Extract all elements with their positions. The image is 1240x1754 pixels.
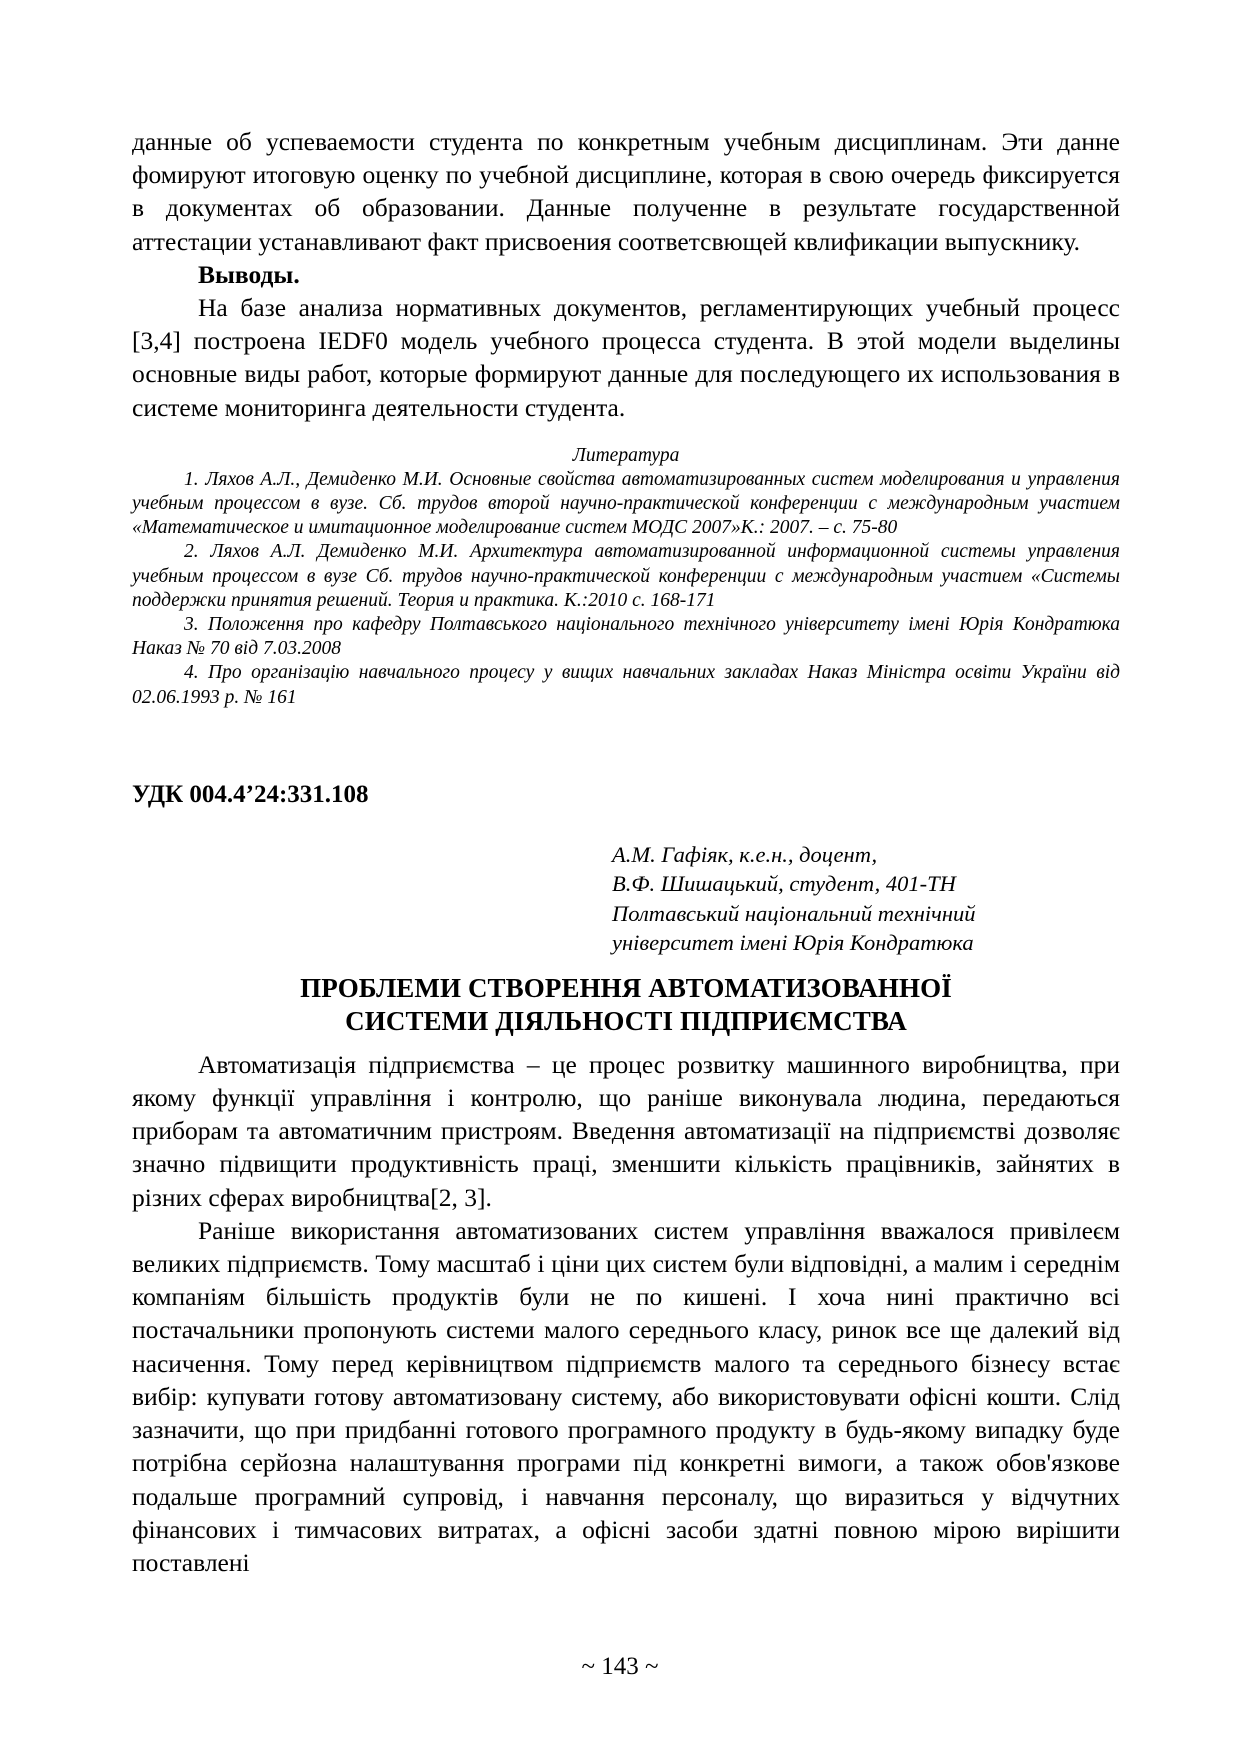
article-paragraph-1: Автоматизація підприємства – це процес розвитку машинного виробництва, при якому функції управління і контролю, що раніше виконувала людина, передаються приборам та автоматичним пристроям. Введення автоматизації на підприємстві дозволяє значно підвищити продуктивність праці, зменшити кількість працівників, зайнятих в різних сферах виробництва[2, 3].	[132, 1049, 1120, 1212]
conclusions-heading: Выводы.	[198, 259, 300, 289]
conclusions-paragraph: На базе анализа нормативных документов, регламентирующих учебный процесс [3,4] построена IEDF0 модель учебного процесса студента. В этой модели выделины основные виды работ, которые формируют данные для последующего их использования в системе мониторинга деятельности студента.	[132, 293, 1120, 422]
references-heading: Литература	[572, 444, 680, 466]
affiliation-line-1: Полтавський національний технічний	[612, 900, 976, 926]
article-paragraph-2: Раніше використання автоматизованих систем управління вважалося привілеєм великих підприємств. Тому масштаб і ціни цих систем були відповідні, а малим і середнім компаніям більшість продуктів були не по кишені. І хоча нині практично всі постачальники пропонують системи малого середнього класу, ринок все ще далекий від насичення. Тому перед керівництвом підприємств малого та середнього бізнесу встає вибір: купувати готову автоматизовану систему, або використовувати офісні кошти. Слід зазначити, що при придбанні готового програмного продукту в будь-якому випадку буде потрібна серйозна налаштування програми під конкретні вимоги, а також обов'язкове подальше програмний супровід, і навчання персоналу, що виразиться у відчутних фінансових і тимчасових витратах, а офісні засоби здатні повною мірою вирішити поставлені	[132, 1215, 1120, 1577]
article-title-line-1: ПРОБЛЕМИ СТВОРЕННЯ АВТОМАТИЗОВАННОЇ	[300, 972, 952, 1003]
reference-item-1: 1. Ляхов А.Л., Демиденко М.И. Основные свойства автоматизированных систем моделирования и управления учебным процессом в вузе. Сб. трудов второй научно-практической конференции с международным участием «Математическое и имитационное моделирование систем МОДС 2007»К.: 2007. – с. 75-80	[132, 468, 1120, 539]
previous-article-closing-paragraph: данные об успеваемости студента по конкретным учебным дисциплинам. Эти данне фомируют итоговую оценку по учебной дисциплине, которая в свою очередь фиксируется в документах об образовании. Данные полученне в результате государственной аттестации устанавливают факт присвоения соответсвющей квлификации выпускнику.	[132, 127, 1120, 256]
author-block	[132, 840, 1120, 958]
affiliation-line-2: університет імені Юрія Кондратюка	[612, 930, 974, 956]
author-line-1: А.М. Гафіяк, к.е.н., доцент,	[612, 841, 878, 867]
author-line-2: В.Ф. Шишацький, студент, 401-ТН	[612, 871, 956, 897]
reference-item-2: 2. Ляхов А.Л. Демиденко М.И. Архитектура автоматизированной информационной системы управления учебным процессом в вузе Сб. трудов научно-практической конференции с международным участием «Системы поддержки принятия решений. Теория и практика. К.:2010 с. 168-171	[132, 541, 1120, 611]
page-number-footer: ~ 143 ~	[581, 1653, 659, 1680]
reference-item-4: 4. Про організацію навчального процесу у вищих навчальних закладах Наказ Міністра освіти України від 02.06.1993 р. № 161	[132, 662, 1120, 708]
reference-item-3: 3. Положення про кафедру Полтавського національного технічного університету імені Юрія Кондратюка Наказ № 70 від 7.03.2008	[132, 614, 1120, 660]
article-title-line-2: СИСТЕМИ ДІЯЛЬНОСТІ ПІДПРИЄМСТВА	[345, 1005, 907, 1036]
udk-code: УДК 004.4’24:331.108	[132, 780, 369, 808]
